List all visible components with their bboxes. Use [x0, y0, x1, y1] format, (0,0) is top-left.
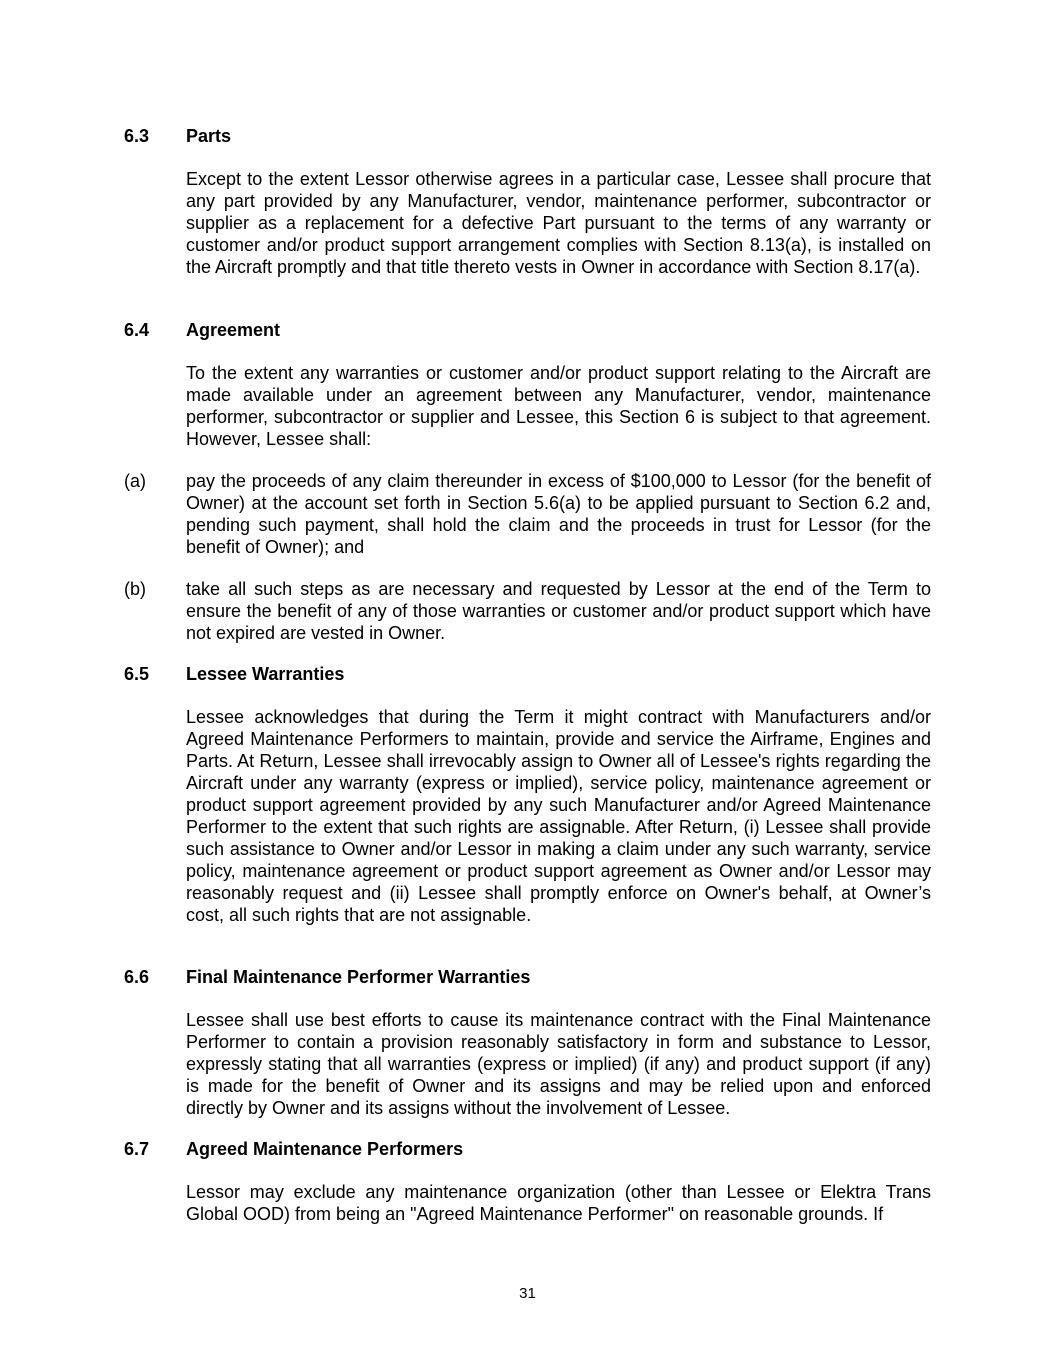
section-title: Final Maintenance Performer Warranties [186, 967, 531, 987]
section-title: Agreed Maintenance Performers [186, 1139, 464, 1159]
section-number: 6.5 [124, 664, 150, 684]
section-title: Agreement [186, 320, 281, 340]
section-heading [124, 319, 934, 341]
section-heading [124, 125, 934, 147]
section-paragraph: Lessee acknowledges that during the Term it might contract with Manufacturers and/or Agreed Maintenance Performers to maintain, provide and service the Airframe, Engines and Parts. At Return, Lessee shall irrevocably assign to Owner all of Lessee's rights regarding the Aircraft under any warranty (express or implied), service policy, maintenance agreement or product support agreement provided by any such Manufacturer and/or Agreed Maintenance Performer to the extent that such rights are assignable. After Return, (i) Lessee shall provide such assistance to Owner and/or Lessor in making a claim under any such warranty, service policy, maintenance agreement or product support agreement as Owner and/or Lessor may reasonably request and (ii) Lessee shall promptly enforce on Owner's behalf, at Owner’s cost, all such rights that are not assignable. [186, 707, 931, 925]
section-number: 6.7 [124, 1139, 150, 1159]
section-heading [124, 663, 934, 685]
section-number: 6.3 [124, 126, 150, 146]
page-number: 31 [519, 1285, 536, 1302]
section-paragraph: Lessee shall use best efforts to cause its maintenance contract with the Final Maintenance Performer to contain a provision reasonably satisfactory in form and substance to Lessor, expressly stating that all warranties (express or implied) (if any) and product support (if any) is made for the benefit of Owner and its assigns and may be relied upon and enforced directly by Owner and its assigns without the involvement of Lessee. [186, 1010, 931, 1118]
list-item-label: (b) [124, 579, 146, 599]
section-title: Parts [186, 126, 232, 146]
section-title: Lessee Warranties [186, 664, 345, 684]
list-item-text: take all such steps as are necessary and requested by Lessor at the end of the Term to ensure the benefit of any of those warranties or customer and/or product support which have not expired are vested in Owner. [186, 579, 931, 643]
list-item-label: (a) [124, 471, 146, 491]
section-paragraph: Lessor may exclude any maintenance organization (other than Lessee or Elektra Trans Global OOD) from being an "Agreed Maintenance Performer" on reasonable grounds. If [186, 1182, 931, 1224]
list-item-text: pay the proceeds of any claim thereunder in excess of $100,000 to Lessor (for the benefit of Owner) at the account set forth in Section 5.6(a) to be applied pursuant to Section 6.2 and, pending such payment, shall hold the claim and the proceeds in trust for Lessor (for the benefit of Owner); and [186, 471, 931, 557]
section-number: 6.4 [124, 320, 150, 340]
section-number: 6.6 [124, 967, 150, 987]
section-paragraph: To the extent any warranties or customer and/or product support relating to the Aircraft are made available under an agreement between any Manufacturer, vendor, maintenance performer, subcontractor or supplier and Lessee, this Section 6 is subject to that agreement. However, Lessee shall: [186, 363, 931, 449]
section-paragraph: Except to the extent Lessor otherwise agrees in a particular case, Lessee shall procure that any part provided by any Manufacturer, vendor, maintenance performer, subcontractor or supplier as a replacement for a defective Part pursuant to the terms of any warranty or customer and/or product support arrangement complies with Section 8.13(a), is installed on the Aircraft promptly and that title thereto vests in Owner in accordance with Section 8.17(a). [186, 169, 931, 277]
section-heading [124, 1138, 934, 1160]
section-heading [124, 966, 934, 988]
